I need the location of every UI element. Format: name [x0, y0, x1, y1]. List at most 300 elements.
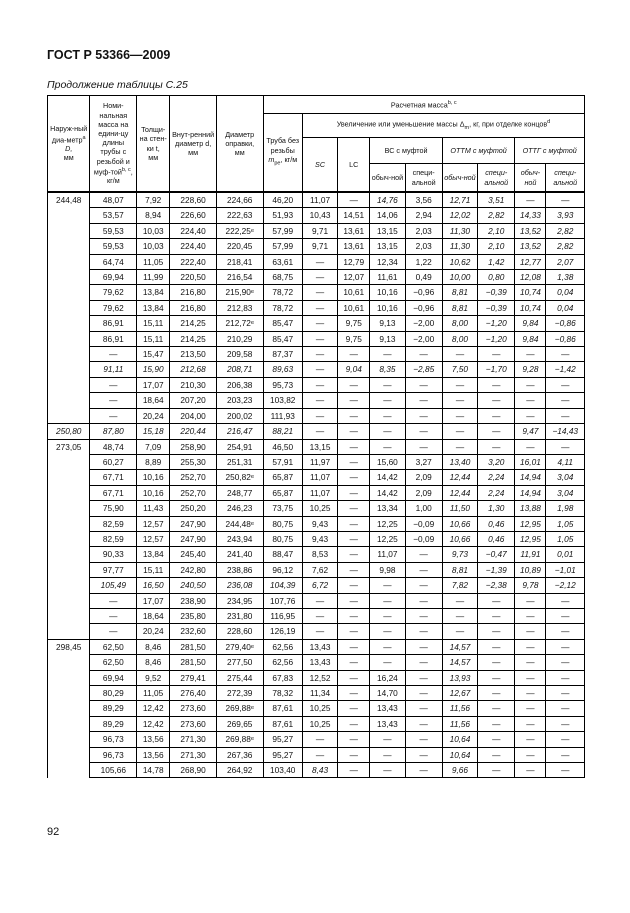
- table-cell: —: [302, 300, 337, 315]
- table-cell: 269,88ᵉ: [216, 732, 263, 747]
- table-cell: 220,45: [216, 239, 263, 254]
- table-cell: −1,20: [478, 331, 515, 346]
- table-cell: 6,72: [302, 578, 337, 593]
- table-cell: 9,75: [338, 316, 370, 331]
- table-cell: 1,38: [546, 270, 585, 285]
- table-cell: 0,49: [405, 270, 442, 285]
- table-cell: —: [515, 347, 546, 362]
- table-cell: 96,12: [263, 562, 302, 577]
- table-cell: 78,72: [263, 285, 302, 300]
- table-cell: 248,77: [216, 485, 263, 500]
- table-row: [48, 424, 585, 439]
- table-cell: 12,25: [370, 516, 405, 531]
- table-cell: 1,30: [478, 501, 515, 516]
- table-cell: 208,71: [216, 362, 263, 377]
- table-cell: 89,63: [263, 362, 302, 377]
- table-row: [48, 655, 585, 670]
- table-cell: 80,29: [90, 686, 137, 701]
- table-cell: 15,60: [370, 454, 405, 469]
- table-cell: 8,81: [442, 562, 477, 577]
- table-cell: 95,27: [263, 732, 302, 747]
- table-cell: 10,64: [442, 747, 477, 762]
- table-cell: −2,38: [478, 578, 515, 593]
- table-cell: 212,72ᵉ: [216, 316, 263, 331]
- table-cell: 3,56: [405, 193, 442, 208]
- table-cell: 10,61: [338, 300, 370, 315]
- table-cell: 65,87: [263, 470, 302, 485]
- table-cell: —: [515, 686, 546, 701]
- table-row: [48, 639, 585, 654]
- table-cell: −1,39: [478, 562, 515, 577]
- table-cell: —: [405, 670, 442, 685]
- table-cell: —: [478, 639, 515, 654]
- table-cell: 8,46: [137, 655, 170, 670]
- table-cell: 12,77: [515, 254, 546, 269]
- table-cell: [48, 347, 90, 362]
- table-cell: 276,40: [170, 686, 217, 701]
- table-cell: —: [405, 716, 442, 731]
- table-cell: 10,16: [370, 285, 405, 300]
- table-cell: 8,89: [137, 454, 170, 469]
- table-cell: —: [338, 393, 370, 408]
- table-cell: 12,44: [442, 470, 477, 485]
- table-cell: —: [338, 547, 370, 562]
- table-cell: −1,70: [478, 362, 515, 377]
- table-cell: 16,24: [370, 670, 405, 685]
- table-cell: —: [338, 562, 370, 577]
- table-cell: —: [338, 686, 370, 701]
- table-cell: —: [546, 624, 585, 639]
- table-cell: 0,46: [478, 531, 515, 546]
- table-cell: —: [302, 347, 337, 362]
- page-number: 92: [47, 826, 60, 838]
- table-cell: —: [338, 193, 370, 208]
- table-cell: 9,66: [442, 763, 477, 778]
- header-drift: Диаметр оправки, мм: [216, 96, 263, 192]
- table-cell: —: [478, 655, 515, 670]
- table-cell: —: [338, 593, 370, 608]
- header-ottg: ОТТГ с муфтой: [515, 138, 585, 164]
- table-cell: 20,24: [137, 624, 170, 639]
- table-cell: 12,42: [137, 701, 170, 716]
- table-cell: 228,60: [216, 624, 263, 639]
- table-cell: 252,70: [170, 485, 217, 500]
- table-cell: —: [546, 701, 585, 716]
- table-cell: 203,23: [216, 393, 263, 408]
- table-cell: 90,33: [90, 547, 137, 562]
- table-cell: 14,06: [370, 208, 405, 223]
- table-row: [48, 316, 585, 331]
- table-cell: 8,81: [442, 285, 477, 300]
- table-cell: 78,32: [263, 686, 302, 701]
- table-cell: —: [405, 624, 442, 639]
- table-cell: 14,57: [442, 639, 477, 654]
- table-row: [48, 701, 585, 716]
- table-cell: —: [546, 377, 585, 392]
- table-cell: 206,38: [216, 377, 263, 392]
- table-cell: —: [338, 763, 370, 778]
- table-cell: —: [515, 624, 546, 639]
- table-cell: 2,82: [546, 239, 585, 254]
- table-cell: —: [338, 439, 370, 454]
- table-cell: 214,25: [170, 331, 217, 346]
- table-cell: [48, 701, 90, 716]
- table-cell: [48, 223, 90, 238]
- table-cell: —: [302, 270, 337, 285]
- table-cell: 13,84: [137, 547, 170, 562]
- table-cell: 222,63: [216, 208, 263, 223]
- table-row: [48, 393, 585, 408]
- table-cell: 126,19: [263, 624, 302, 639]
- header-plain: Труба без резьбы $m_{pe}$, кг/м: [263, 114, 302, 192]
- table-cell: 51,93: [263, 208, 302, 223]
- table-cell: —: [478, 608, 515, 623]
- table-cell: —: [302, 747, 337, 762]
- table-cell: 8,35: [370, 362, 405, 377]
- table-cell: 215,90ᵉ: [216, 285, 263, 300]
- table-cell: 59,53: [90, 239, 137, 254]
- table-cell: 0,80: [478, 270, 515, 285]
- table-cell: [48, 300, 90, 315]
- table-cell: 67,71: [90, 470, 137, 485]
- table-row: [48, 547, 585, 562]
- table-cell: −0,39: [478, 285, 515, 300]
- table-cell: 222,40: [170, 254, 217, 269]
- mass-table: [47, 95, 585, 778]
- table-cell: 258,90: [170, 439, 217, 454]
- table-cell: 8,53: [302, 547, 337, 562]
- table-cell: —: [90, 608, 137, 623]
- table-row: [48, 223, 585, 238]
- table-row: [48, 454, 585, 469]
- table-cell: [48, 747, 90, 762]
- table-cell: —: [370, 408, 405, 423]
- table-cell: 62,50: [90, 655, 137, 670]
- table-cell: —: [442, 608, 477, 623]
- table-cell: 11,05: [137, 686, 170, 701]
- table-cell: —: [546, 747, 585, 762]
- table-cell: —: [546, 655, 585, 670]
- table-row: [48, 362, 585, 377]
- table-cell: 2,82: [546, 223, 585, 238]
- table-cell: 1,05: [546, 516, 585, 531]
- table-cell: 87,61: [263, 701, 302, 716]
- table-cell: —: [338, 624, 370, 639]
- table-cell: 12,08: [515, 270, 546, 285]
- table-cell: −14,43: [546, 424, 585, 439]
- table-cell: 14,42: [370, 470, 405, 485]
- table-row: [48, 624, 585, 639]
- table-cell: 9,47: [515, 424, 546, 439]
- table-cell: [48, 501, 90, 516]
- table-cell: 10,62: [442, 254, 477, 269]
- table-cell: —: [90, 408, 137, 423]
- table-cell: −2,12: [546, 578, 585, 593]
- table-cell: 2,10: [478, 223, 515, 238]
- table-cell: 254,91: [216, 439, 263, 454]
- table-cell: 13,34: [370, 501, 405, 516]
- table-cell: 12,57: [137, 516, 170, 531]
- table-cell: 2,09: [405, 485, 442, 500]
- table-cell: 12,07: [338, 270, 370, 285]
- header-ottg-special: специ-альной: [546, 164, 585, 192]
- table-cell: [48, 485, 90, 500]
- table-cell: 7,09: [137, 439, 170, 454]
- table-cell: —: [302, 424, 337, 439]
- table-cell: 222,25ᵉ: [216, 223, 263, 238]
- header-lc: LC: [338, 138, 370, 192]
- header-ottm-regular: обыч-ной: [442, 164, 477, 192]
- table-cell: 69,94: [90, 270, 137, 285]
- table-cell: 13,40: [442, 454, 477, 469]
- table-cell: [48, 285, 90, 300]
- table-cell: 96,73: [90, 732, 137, 747]
- table-cell: —: [405, 408, 442, 423]
- table-cell: 10,03: [137, 239, 170, 254]
- table-cell: 13,52: [515, 239, 546, 254]
- table-cell: 11,34: [302, 686, 337, 701]
- table-cell: 15,11: [137, 331, 170, 346]
- table-cell: 241,40: [216, 547, 263, 562]
- table-cell: —: [338, 608, 370, 623]
- table-row: [48, 501, 585, 516]
- table-row: [48, 470, 585, 485]
- table-cell: —: [338, 485, 370, 500]
- table-cell: —: [478, 593, 515, 608]
- table-cell: —: [338, 578, 370, 593]
- table-cell: 10,89: [515, 562, 546, 577]
- table-cell: 46,20: [263, 193, 302, 208]
- table-cell: 13,43: [302, 655, 337, 670]
- table-cell: 2,94: [405, 208, 442, 223]
- table-cell: [48, 454, 90, 469]
- table-cell: —: [338, 516, 370, 531]
- table-cell: —: [405, 639, 442, 654]
- table-cell: —: [478, 439, 515, 454]
- table-cell: —: [478, 701, 515, 716]
- table-row: [48, 239, 585, 254]
- table-cell: 3,51: [478, 193, 515, 208]
- table-cell: —: [546, 408, 585, 423]
- table-cell: 13,56: [137, 747, 170, 762]
- table-cell: [48, 377, 90, 392]
- header-delta-group: Увеличение или уменьшение массы $\Delta_m$, кг, при отделке концов$^d$: [302, 114, 584, 138]
- header-calc-group: Расчетная масса$^{b, c}$: [263, 96, 584, 114]
- table-cell: —: [515, 377, 546, 392]
- table-cell: 87,80: [90, 424, 137, 439]
- table-cell: —: [302, 377, 337, 392]
- table-cell: 20,24: [137, 408, 170, 423]
- table-cell: 246,23: [216, 501, 263, 516]
- table-cell: —: [515, 701, 546, 716]
- table-cell: 11,07: [302, 485, 337, 500]
- table-row: [48, 670, 585, 685]
- table-cell: [48, 531, 90, 546]
- table-cell: —: [515, 439, 546, 454]
- table-cell: 14,94: [515, 485, 546, 500]
- table-cell: —: [370, 624, 405, 639]
- table-cell: —: [442, 624, 477, 639]
- table-cell: 275,44: [216, 670, 263, 685]
- table-cell: —: [442, 393, 477, 408]
- table-cell: 242,80: [170, 562, 217, 577]
- table-cell: 62,50: [90, 639, 137, 654]
- table-cell: 7,82: [442, 578, 477, 593]
- table-row: [48, 716, 585, 731]
- table-cell: 12,42: [137, 716, 170, 731]
- table-cell: 8,43: [302, 763, 337, 778]
- table-cell: 232,60: [170, 624, 217, 639]
- table-cell: 209,58: [216, 347, 263, 362]
- table-cell: 67,83: [263, 670, 302, 685]
- table-cell: —: [90, 347, 137, 362]
- table-cell: −2,85: [405, 362, 442, 377]
- table-cell: 67,71: [90, 485, 137, 500]
- table-cell: 228,60: [170, 193, 217, 208]
- table-cell: —: [405, 578, 442, 593]
- table-cell: —: [338, 639, 370, 654]
- table-cell: 244,48: [48, 193, 90, 208]
- table-cell: 87,61: [263, 716, 302, 731]
- table-cell: 13,61: [338, 223, 370, 238]
- table-cell: 13,43: [370, 716, 405, 731]
- table-cell: 12,95: [515, 531, 546, 546]
- table-cell: 46,50: [263, 439, 302, 454]
- table-cell: [48, 547, 90, 562]
- table-cell: —: [370, 377, 405, 392]
- table-cell: 15,18: [137, 424, 170, 439]
- table-cell: 10,00: [442, 270, 477, 285]
- table-cell: 0,46: [478, 516, 515, 531]
- table-cell: 8,00: [442, 331, 477, 346]
- table-cell: 3,20: [478, 454, 515, 469]
- table-cell: 11,43: [137, 501, 170, 516]
- table-cell: 13,43: [302, 639, 337, 654]
- table-cell: —: [338, 408, 370, 423]
- table-cell: —: [442, 424, 477, 439]
- table-cell: —: [546, 593, 585, 608]
- table-cell: 2,24: [478, 485, 515, 500]
- table-cell: 10,16: [137, 470, 170, 485]
- table-cell: 238,90: [170, 593, 217, 608]
- table-cell: 10,43: [302, 208, 337, 223]
- table-cell: —: [442, 377, 477, 392]
- table-cell: —: [338, 732, 370, 747]
- table-cell: —: [370, 732, 405, 747]
- table-cell: —: [515, 763, 546, 778]
- table-cell: −0,86: [546, 331, 585, 346]
- table-cell: 9,43: [302, 516, 337, 531]
- table-cell: 89,29: [90, 701, 137, 716]
- table-cell: 0,04: [546, 300, 585, 315]
- table-cell: 10,74: [515, 300, 546, 315]
- table-row: [48, 285, 585, 300]
- table-cell: 4,11: [546, 454, 585, 469]
- table-cell: 14,94: [515, 470, 546, 485]
- table-cell: 13,88: [515, 501, 546, 516]
- table-cell: 279,40ᵉ: [216, 639, 263, 654]
- table-cell: 14,42: [370, 485, 405, 500]
- table-cell: 11,97: [302, 454, 337, 469]
- table-cell: —: [370, 655, 405, 670]
- table-cell: [48, 254, 90, 269]
- table-cell: —: [338, 377, 370, 392]
- table-cell: −1,20: [478, 316, 515, 331]
- table-cell: 11,30: [442, 223, 477, 238]
- table-cell: —: [302, 624, 337, 639]
- table-cell: 10,66: [442, 516, 477, 531]
- table-cell: —: [370, 578, 405, 593]
- table-cell: 238,86: [216, 562, 263, 577]
- table-row: [48, 408, 585, 423]
- table-cell: 204,00: [170, 408, 217, 423]
- table-cell: 2,10: [478, 239, 515, 254]
- table-cell: [48, 393, 90, 408]
- table-cell: 88,47: [263, 547, 302, 562]
- table-cell: 9,78: [515, 578, 546, 593]
- table-cell: 9,71: [302, 223, 337, 238]
- table-cell: —: [478, 747, 515, 762]
- table-cell: 57,99: [263, 223, 302, 238]
- table-cell: 14,76: [370, 193, 405, 208]
- table-row: [48, 516, 585, 531]
- table-cell: —: [515, 639, 546, 654]
- table-cell: 59,53: [90, 223, 137, 238]
- table-cell: 7,50: [442, 362, 477, 377]
- table-cell: —: [546, 670, 585, 685]
- table-cell: —: [442, 439, 477, 454]
- table-cell: 267,36: [216, 747, 263, 762]
- table-cell: —: [370, 593, 405, 608]
- table-cell: 2,03: [405, 239, 442, 254]
- table-cell: 10,61: [338, 285, 370, 300]
- table-row: [48, 732, 585, 747]
- table-cell: 53,57: [90, 208, 137, 223]
- table-cell: 226,60: [170, 208, 217, 223]
- table-cell: —: [338, 655, 370, 670]
- table-cell: —: [546, 732, 585, 747]
- table-cell: 9,13: [370, 331, 405, 346]
- table-cell: [48, 624, 90, 639]
- table-cell: 250,80: [48, 424, 90, 439]
- table-cell: 224,40: [170, 239, 217, 254]
- table-cell: 8,00: [442, 316, 477, 331]
- table-cell: —: [370, 747, 405, 762]
- table-cell: 11,07: [302, 193, 337, 208]
- header-od: Наруж-ный диа-метр$^a$ D, мм: [48, 96, 90, 192]
- table-cell: 15,11: [137, 562, 170, 577]
- table-cell: 57,99: [263, 239, 302, 254]
- table-cell: 216,80: [170, 300, 217, 315]
- table-cell: 48,07: [90, 193, 137, 208]
- table-cell: —: [546, 763, 585, 778]
- table-cell: 281,50: [170, 655, 217, 670]
- table-cell: —: [405, 393, 442, 408]
- table-cell: 15,47: [137, 347, 170, 362]
- table-cell: 247,90: [170, 516, 217, 531]
- table-cell: 8,46: [137, 639, 170, 654]
- table-cell: —: [302, 362, 337, 377]
- table-cell: 65,87: [263, 485, 302, 500]
- table-cell: 240,50: [170, 578, 217, 593]
- table-cell: 1,42: [478, 254, 515, 269]
- table-cell: —: [515, 747, 546, 762]
- table-cell: 224,66: [216, 193, 263, 208]
- table-cell: [48, 208, 90, 223]
- table-cell: 16,01: [515, 454, 546, 469]
- table-cell: 10,25: [302, 716, 337, 731]
- table-cell: —: [302, 608, 337, 623]
